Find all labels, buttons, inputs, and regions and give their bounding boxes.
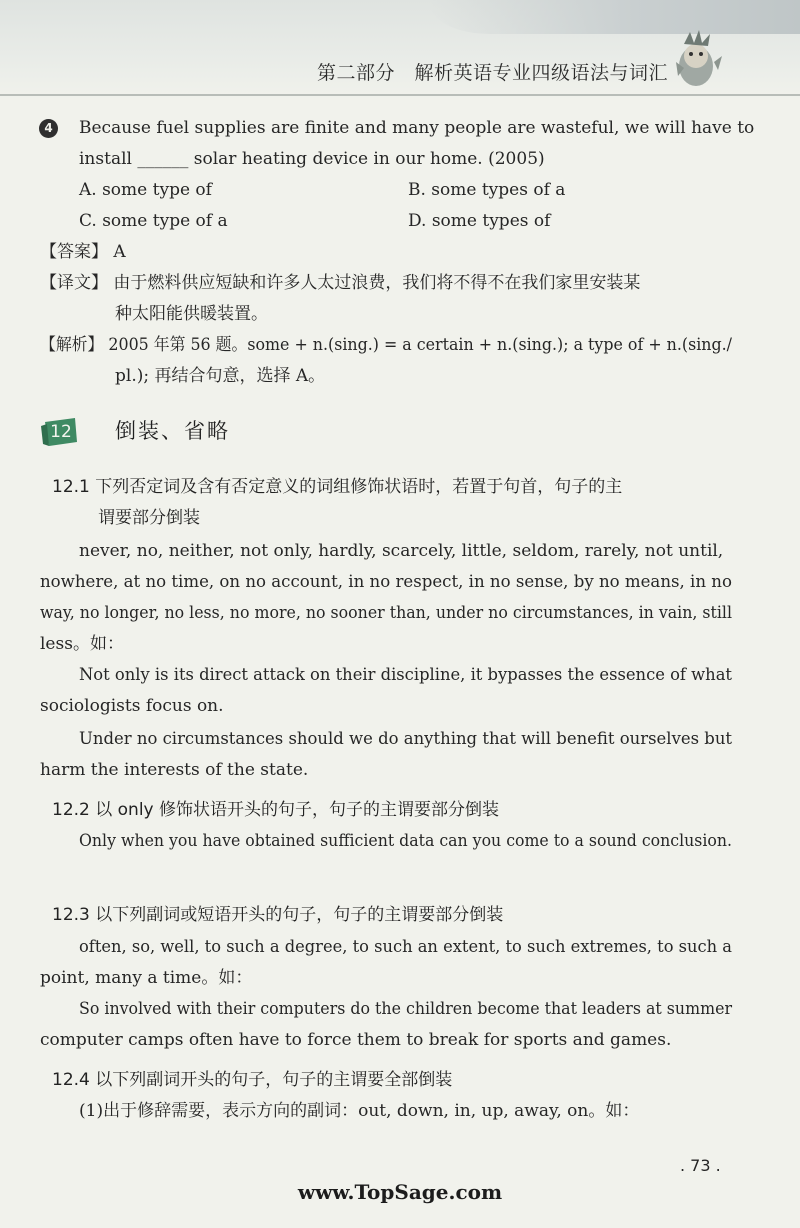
translation-row xyxy=(40,272,640,294)
sub-12-2-example: Only when you have obtained sufficient data can you come to a sound conclusion. xyxy=(79,831,732,851)
question-stem-line-1 xyxy=(79,117,755,139)
option-b: B. some types of a xyxy=(408,180,566,200)
sub-12-1-body-2: nowhere, at no time, on no account, in no respect, in no sense, by no means, in no xyxy=(40,572,732,592)
option-a: A. some type of xyxy=(79,180,212,200)
sub-12-3-example-1: So involved with their computers do the children become that leaders at summer xyxy=(79,999,733,1019)
header-swoosh xyxy=(430,0,800,34)
sub-12-1-body-4: less。如： xyxy=(40,634,124,654)
section-title: 倒装、省略 xyxy=(115,419,230,443)
sub-12-1-heading-1: 12.1 下列否定词及含有否定意义的词组修饰状语时，若置于句首，句子的主 xyxy=(52,477,623,497)
sub-12-3-example-2: computer camps often have to force them to break for sports and games. xyxy=(40,1030,672,1050)
footer-watermark[interactable]: www.TopSage.com xyxy=(297,1180,503,1204)
mascot-icon xyxy=(666,26,726,96)
translation-label: 【译文】 xyxy=(40,273,108,293)
analysis-text-2: pl.); 再结合句意，选择 A。 xyxy=(115,366,326,386)
sub-12-4-body-1: (1)出于修辞需要，表示方向的副词：out, down, in, up, away, on。如： xyxy=(79,1101,640,1121)
sub-12-1-heading-2: 谓要部分倒装 xyxy=(98,508,200,528)
translation-text-2: 种太阳能供暖装置。 xyxy=(115,304,268,324)
analysis-label: 【解析】 xyxy=(40,335,104,355)
option-d: D. some types of xyxy=(408,211,551,231)
sub-12-1-example-1a: Not only is its direct attack on their discipline, it bypasses the essence of what xyxy=(79,665,733,685)
analysis-text-1: 2005 年第 56 题。some + n.(sing.) = a certain + n.(sing.); a type of + n.(sing./ xyxy=(108,335,733,355)
sub-12-4-heading: 12.4 以下列副词开头的句子，句子的主谓要全部倒装 xyxy=(52,1070,453,1090)
question-stem-text: Because fuel supplies are finite and many people are wasteful, we will have to xyxy=(79,118,755,138)
sub-12-1-example-2a: Under no circumstances should we do anything that will benefit ourselves but xyxy=(79,729,733,749)
section-number: 12 xyxy=(50,422,72,442)
question-number-badge: 4 xyxy=(39,119,58,138)
sub-12-3-body-1: often, so, well, to such a degree, to such an extent, to such extremes, to such a xyxy=(79,937,733,957)
sub-12-1-example-1b: sociologists focus on. xyxy=(40,696,224,716)
answer-row xyxy=(40,241,126,263)
answer-value: A xyxy=(113,242,126,262)
answer-label: 【答案】 xyxy=(40,242,108,262)
sub-12-1-body-1: never, no, neither, not only, hardly, scarcely, little, seldom, rarely, not until, xyxy=(79,541,724,561)
option-c: C. some type of a xyxy=(79,211,228,231)
question-stem-line-2: install ______ solar heating device in our home. (2005) xyxy=(79,149,545,169)
sub-12-3-body-2: point, many a time。如： xyxy=(40,968,253,988)
page-number: . 73 . xyxy=(680,1156,721,1175)
analysis-row xyxy=(40,334,732,356)
sub-12-3-heading: 12.3 以下列副词或短语开头的句子，句子的主谓要部分倒装 xyxy=(52,905,504,925)
translation-text-1: 由于燃料供应短缺和许多人太过浪费，我们将不得不在我们家里安装某 xyxy=(113,273,641,293)
header-rule xyxy=(0,94,800,96)
header-title: 第二部分 解析英语专业四级语法与词汇 xyxy=(316,62,668,84)
sub-12-1-body-3: way, no longer, no less, no more, no sooner than, under no circumstances, in vain, still xyxy=(40,603,733,623)
sub-12-2-heading: 12.2 以 only 修饰状语开头的句子，句子的主谓要部分倒装 xyxy=(52,800,500,820)
sub-12-1-example-2b: harm the interests of the state. xyxy=(40,760,309,780)
